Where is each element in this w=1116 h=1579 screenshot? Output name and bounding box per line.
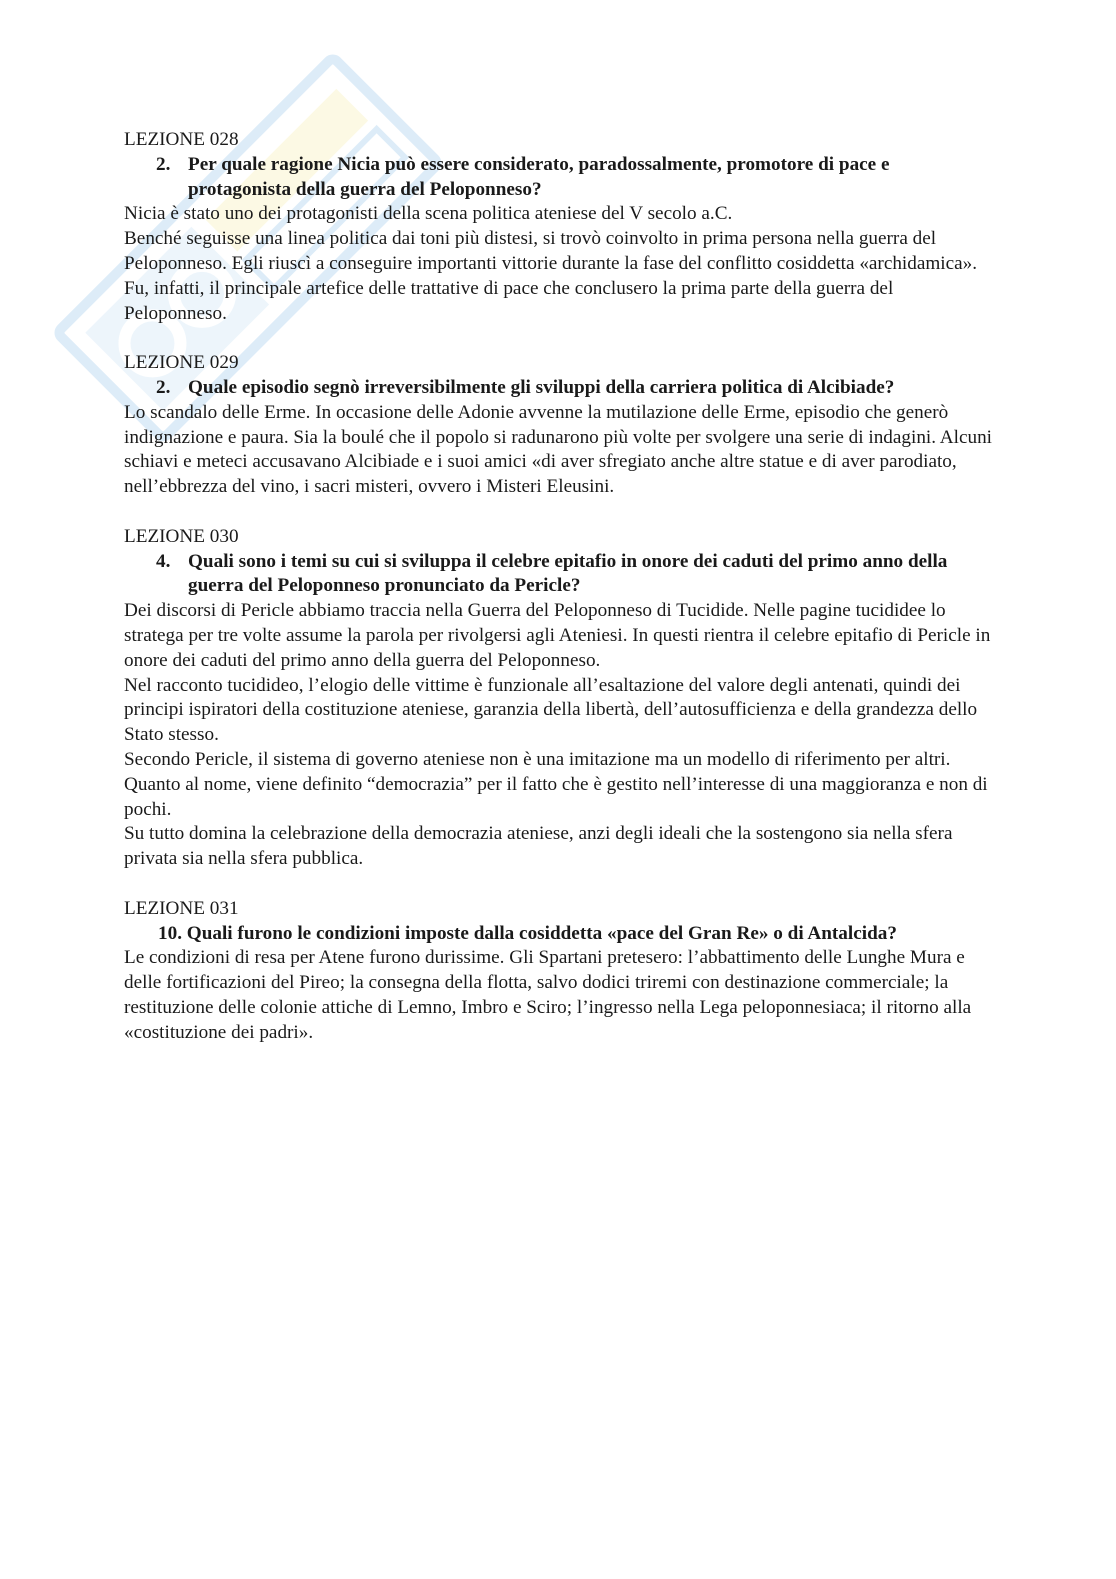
answer-paragraph: Secondo Pericle, il sistema di governo ateniese non è una imitazione ma un modello di riferimento per altri. Quanto al nome, viene definito “democrazia” per il fatto che è gestito nell’interesse di una maggioranza e non di pochi. <box>124 748 988 820</box>
answer-paragraph: Su tutto domina la celebrazione della democrazia ateniese, anzi degli ideali che la sostengono sia nella sfera privata sia nella sfera pubblica. <box>124 823 953 870</box>
lesson-section <box>124 128 994 326</box>
lesson-heading: LEZIONE 029 <box>124 352 239 374</box>
answer-paragraph: Lo scandalo delle Erme. In occasione delle Adonie avvenne la mutilazione delle Erme, episodio che generò indignazione e paura. Sia la boulé che il popolo si radunarono più volte per svolgere una serie di indagini. Alcuni schiavi e meteci accusavano Alcibiade e i suoi amici «di aver sfregiato anche altre statue e di aver parodiato, nell’ebbrezza del vino, i sacri misteri, ovvero i Misteri Eleusini. <box>124 401 992 498</box>
question-text: Quali sono i temi su cui si sviluppa il celebre epitafio in onore dei caduti del primo anno della guerra del Peloponneso pronunciato da Pericle? <box>188 550 948 597</box>
lesson-heading: LEZIONE 030 <box>124 525 239 547</box>
question-text: Quali furono le condizioni imposte dalla cosiddetta «pace del Gran Re» o di Antalcida? <box>186 922 897 944</box>
question <box>124 922 994 947</box>
document-body <box>124 128 994 1070</box>
question-text: Quale episodio segnò irreversibilmente gli sviluppi della carriera politica di Alcibiade? <box>188 376 895 398</box>
lesson-heading: LEZIONE 031 <box>124 897 239 919</box>
question-number: 2. <box>156 153 171 175</box>
lesson-section <box>124 351 994 500</box>
answer-paragraph: Le condizioni di resa per Atene furono durissime. Gli Spartani pretesero: l’abbattimento delle Lunghe Mura e delle fortificazioni del Pireo; la consegna della flotta, salvo dodici triremi con destinazione commerciale; la restituzione delle colonie attiche di Lemno, Imbro e Sciro; l’ingresso nella Lega peloponnesiaca; il ritorno alla «costituzione dei padri». <box>124 947 972 1043</box>
lesson-section <box>124 897 994 1046</box>
lesson-section <box>124 525 994 872</box>
answer-paragraph: Dei discorsi di Pericle abbiamo traccia nella Guerra del Peloponneso di Tucidide. Nelle pagine tucididee lo stratega per tre volte assume la parola per rivolgersi agli Ateniesi. In questi rientra il celebre epitafio di Pericle in onore dei caduti del primo anno della guerra del Peloponneso. <box>124 600 991 671</box>
question-number: 2. <box>156 376 171 398</box>
question <box>124 153 994 203</box>
answer-paragraph: Nel racconto tucidideo, l’elogio delle vittime è funzionale all’esaltazione del valore degli antenati, quindi dei principi ispiratori della costituzione ateniese, garanzia della libertà, dell’autosufficienza e della grandezza dello Stato stesso. <box>124 674 978 746</box>
answer-paragraph: Nicia è stato uno dei protagonisti della scena politica ateniese del V secolo a.C. <box>124 203 733 225</box>
question <box>124 550 994 600</box>
question-number: 10. <box>158 922 182 944</box>
answer-paragraph: Benché seguisse una linea politica dai toni più distesi, si trovò coinvolto in prima persona nella guerra del Peloponneso. Egli riuscì a conseguire importanti vittorie durante la fase del conflitto cosiddetta «archidamica». Fu, infatti, il principale artefice delle trattative di pace che conclusero la prima parte della guerra del Peloponneso. <box>124 228 978 324</box>
question-number: 4. <box>156 550 171 572</box>
lesson-heading: LEZIONE 028 <box>124 129 239 150</box>
question <box>124 376 994 401</box>
question-text: Per quale ragione Nicia può essere considerato, paradossalmente, promotore di pace e protagonista della guerra del Peloponneso? <box>188 153 890 200</box>
